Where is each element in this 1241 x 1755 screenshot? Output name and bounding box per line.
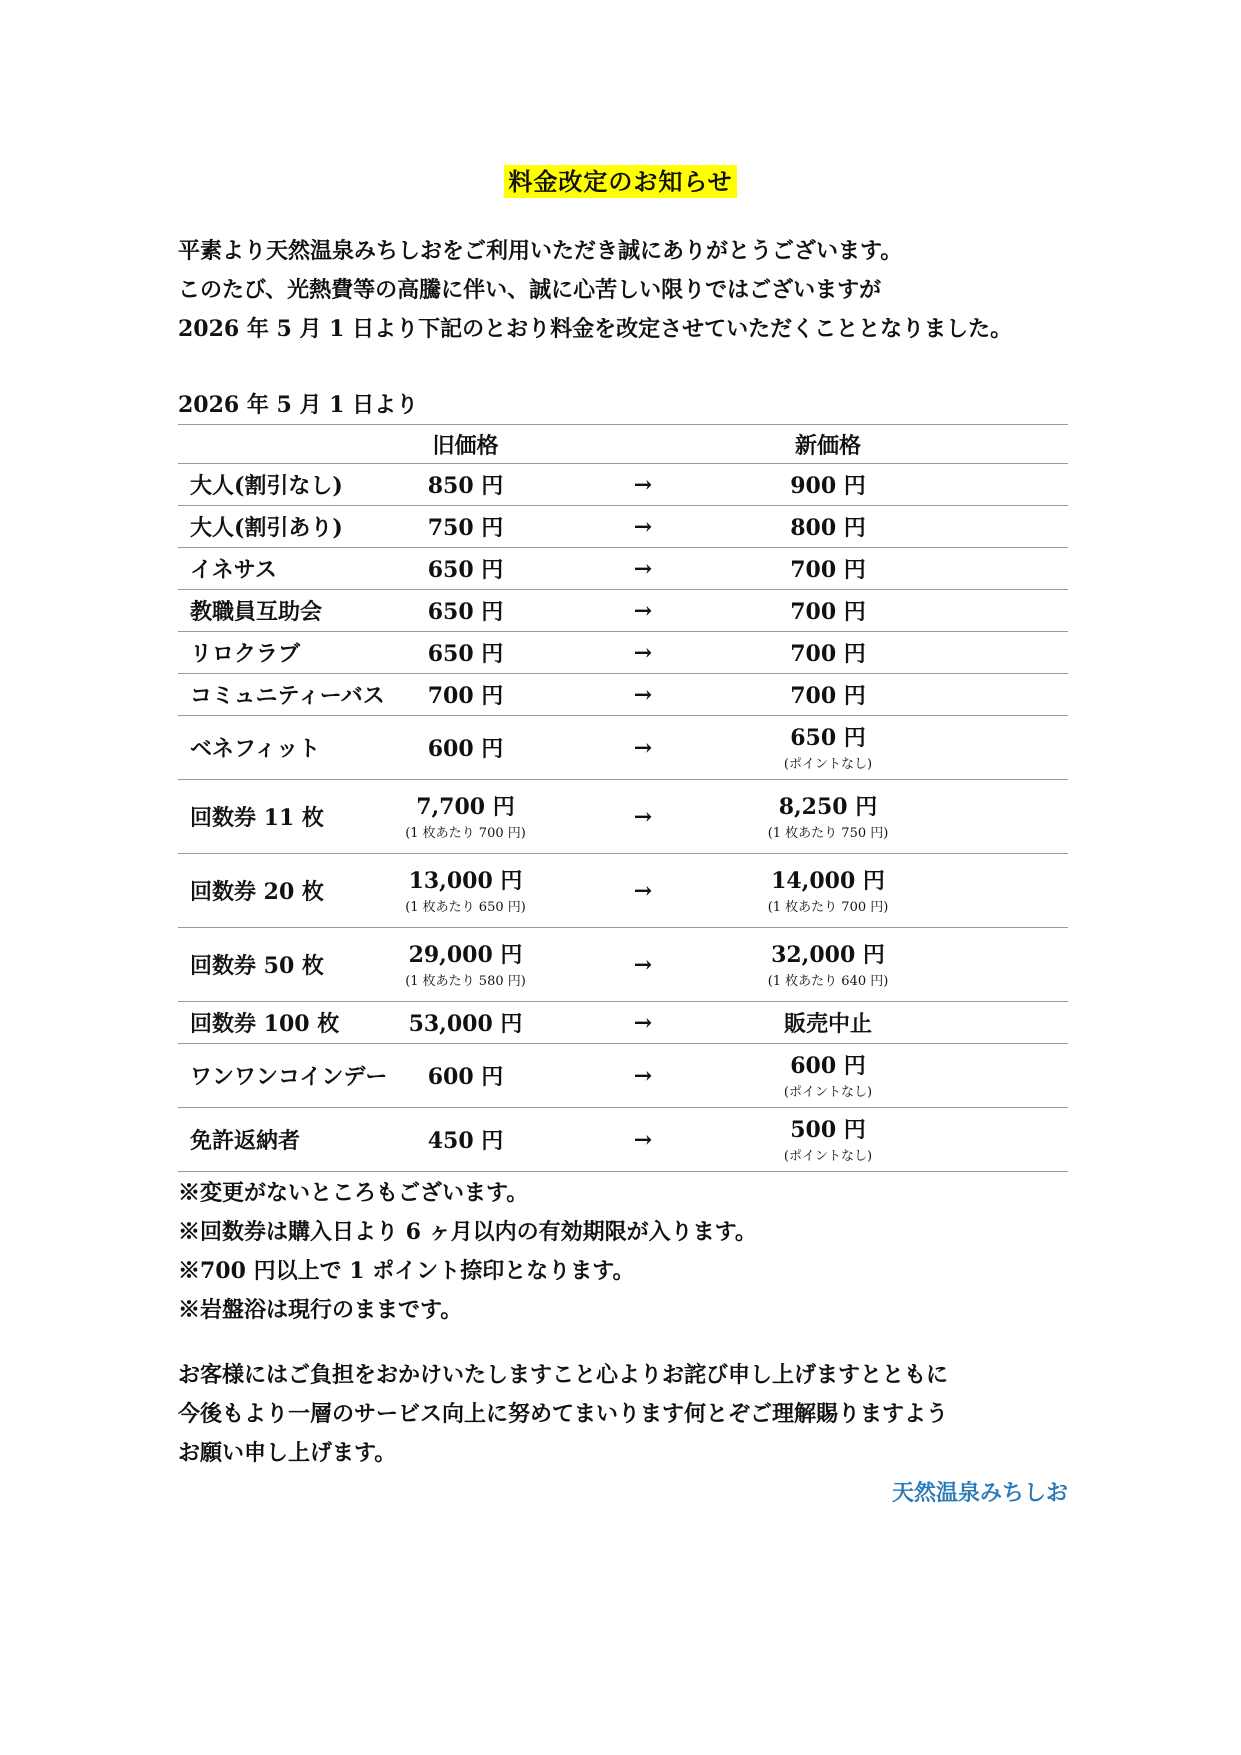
new-price-note: (ポイントなし) xyxy=(783,1085,873,1100)
row-name xyxy=(178,1044,388,1108)
row-name-label: イネサス xyxy=(190,557,277,583)
new-price-value: 700 円 xyxy=(790,557,866,583)
row-name-label: 免許返納者 xyxy=(190,1128,301,1154)
table-row xyxy=(178,1002,1068,1044)
row-new-price xyxy=(743,716,913,780)
row-name xyxy=(178,716,388,780)
header-new-price: 新価格 xyxy=(743,425,913,464)
new-price-note: (1 枚あたり 750 円) xyxy=(767,826,889,841)
row-arrow xyxy=(543,928,743,1002)
new-price-value: 700 円 xyxy=(790,683,866,709)
row-name-label: コミュニティーバス xyxy=(190,683,385,709)
row-blank xyxy=(913,1108,1068,1172)
row-blank xyxy=(913,506,1068,548)
old-price-value: 650 円 xyxy=(427,599,504,625)
arrow-icon: → xyxy=(633,681,653,708)
row-name-label: リロクラブ xyxy=(190,641,301,667)
arrow-icon: → xyxy=(633,877,653,904)
table-row xyxy=(178,464,1068,506)
row-old-price xyxy=(388,590,543,632)
header-blank xyxy=(178,425,388,464)
closing-line: お願い申し上げます。 xyxy=(178,1440,397,1466)
table-row xyxy=(178,1108,1068,1172)
row-old-price xyxy=(388,506,543,548)
row-name-label: 回数券 20 枚 xyxy=(190,879,324,905)
notice-title xyxy=(0,162,1241,197)
header-blank xyxy=(913,425,1068,464)
row-old-price xyxy=(388,674,543,716)
new-price-value: 900 円 xyxy=(790,473,866,499)
row-name xyxy=(178,506,388,548)
row-old-price xyxy=(388,1044,543,1108)
note-item: ※回数券は購入日より 6 ヶ月以内の有効期限が入ります。 xyxy=(178,1219,757,1245)
new-price-value: 700 円 xyxy=(790,641,866,667)
row-arrow xyxy=(543,780,743,854)
new-price-value: 700 円 xyxy=(790,599,866,625)
row-name xyxy=(178,1002,388,1044)
new-price-value: 32,000 円 xyxy=(771,942,885,968)
row-new-price xyxy=(743,506,913,548)
row-arrow xyxy=(543,506,743,548)
notice-title-text: 料金改定のお知らせ xyxy=(504,165,736,198)
row-name-label: 回数券 50 枚 xyxy=(190,953,324,979)
new-price-value: 500 円 xyxy=(790,1117,866,1143)
row-new-price xyxy=(743,674,913,716)
row-arrow xyxy=(543,1002,743,1044)
old-price-value: 13,000 円 xyxy=(408,868,523,894)
row-arrow xyxy=(543,854,743,928)
row-name-label: 大人(割引あり) xyxy=(190,515,343,541)
new-price-value: 650 円 xyxy=(790,725,866,751)
signature: 天然温泉みちしお xyxy=(891,1480,1068,1506)
row-old-price xyxy=(388,928,543,1002)
row-old-price xyxy=(388,548,543,590)
old-price-value: 600 円 xyxy=(427,736,504,762)
old-price-note: (1 枚あたり 580 円) xyxy=(405,974,526,989)
row-new-price xyxy=(743,632,913,674)
old-price-value: 450 円 xyxy=(427,1128,504,1154)
row-arrow xyxy=(543,464,743,506)
row-blank xyxy=(913,548,1068,590)
row-new-price xyxy=(743,854,913,928)
old-price-value: 7,700 円 xyxy=(416,794,515,820)
row-arrow xyxy=(543,548,743,590)
arrow-icon: → xyxy=(633,471,653,498)
arrow-icon: → xyxy=(633,951,653,978)
row-name xyxy=(178,1108,388,1172)
row-name-label: 教職員互助会 xyxy=(190,599,323,625)
row-new-price xyxy=(743,548,913,590)
old-price-value: 600 円 xyxy=(427,1064,504,1090)
row-name-label: 大人(割引なし) xyxy=(190,473,343,499)
row-blank xyxy=(913,1002,1068,1044)
row-old-price xyxy=(388,780,543,854)
row-old-price xyxy=(388,716,543,780)
row-name xyxy=(178,928,388,1002)
closing-line: 今後もより一層のサービス向上に努めてまいります何とぞご理解賜りますよう xyxy=(178,1401,949,1427)
price-table-header xyxy=(178,425,1068,464)
old-price-value: 53,000 円 xyxy=(408,1011,523,1037)
arrow-icon: → xyxy=(633,1009,653,1036)
arrow-icon: → xyxy=(633,597,653,624)
row-new-price xyxy=(743,1002,913,1044)
row-blank xyxy=(913,780,1068,854)
row-new-price xyxy=(743,464,913,506)
old-price-value: 750 円 xyxy=(427,515,504,541)
row-new-price xyxy=(743,590,913,632)
table-row xyxy=(178,590,1068,632)
new-price-note: (ポイントなし) xyxy=(783,757,873,772)
new-price-value: 800 円 xyxy=(790,515,866,541)
header-old-price: 旧価格 xyxy=(388,425,543,464)
table-row xyxy=(178,674,1068,716)
row-arrow xyxy=(543,674,743,716)
notes-list xyxy=(178,1174,757,1330)
arrow-icon: → xyxy=(633,555,653,582)
closing-paragraph xyxy=(178,1356,948,1473)
intro-line: 2026 年 5 月 1 日より下記のとおり料金を改定させていただくこととなりました。 xyxy=(178,316,1013,342)
arrow-icon: → xyxy=(633,803,653,830)
arrow-icon: → xyxy=(633,1126,653,1153)
row-name xyxy=(178,854,388,928)
arrow-icon: → xyxy=(633,639,653,666)
header-arrow-blank xyxy=(543,425,743,464)
row-blank xyxy=(913,854,1068,928)
intro-line: このたび、光熱費等の高騰に伴い、誠に心苦しい限りではございますが xyxy=(178,277,882,303)
closing-line: お客様にはご負担をおかけいたしますこと心よりお詫び申し上げますとともに xyxy=(178,1362,949,1388)
old-price-value: 650 円 xyxy=(427,557,504,583)
row-arrow xyxy=(543,1108,743,1172)
new-price-note: (1 枚あたり 700 円) xyxy=(767,900,889,915)
intro-paragraph xyxy=(178,232,1078,349)
row-name xyxy=(178,674,388,716)
arrow-icon: → xyxy=(633,1062,653,1089)
new-price-value: 600 円 xyxy=(790,1053,866,1079)
row-name xyxy=(178,632,388,674)
row-name-label: ベネフィット xyxy=(190,736,321,762)
table-row xyxy=(178,928,1068,1002)
note-item: ※岩盤浴は現行のままです。 xyxy=(178,1297,463,1323)
row-name-label: ワンワンコインデー xyxy=(190,1064,388,1090)
row-arrow xyxy=(543,716,743,780)
table-row xyxy=(178,780,1068,854)
new-price-value: 販売中止 xyxy=(783,1011,872,1037)
row-old-price xyxy=(388,632,543,674)
table-row xyxy=(178,854,1068,928)
row-blank xyxy=(913,632,1068,674)
effective-date: 2026 年 5 月 1 日より xyxy=(178,392,419,418)
row-blank xyxy=(913,1044,1068,1108)
row-arrow xyxy=(543,1044,743,1108)
note-item: ※700 円以上で 1 ポイント捺印となります。 xyxy=(178,1258,635,1284)
row-old-price xyxy=(388,1002,543,1044)
row-name xyxy=(178,548,388,590)
row-old-price xyxy=(388,464,543,506)
row-name-label: 回数券 11 枚 xyxy=(190,805,324,831)
note-item: ※変更がないところもございます。 xyxy=(178,1180,529,1206)
price-table xyxy=(178,424,1068,1172)
new-price-note: (ポイントなし) xyxy=(783,1149,873,1164)
row-blank xyxy=(913,928,1068,1002)
table-row xyxy=(178,548,1068,590)
row-blank xyxy=(913,716,1068,780)
old-price-value: 700 円 xyxy=(427,683,504,709)
row-blank xyxy=(913,590,1068,632)
arrow-icon: → xyxy=(633,734,653,761)
row-name xyxy=(178,464,388,506)
row-new-price xyxy=(743,780,913,854)
new-price-value: 8,250 円 xyxy=(778,794,878,820)
old-price-value: 650 円 xyxy=(427,641,504,667)
old-price-note: (1 枚あたり 700 円) xyxy=(405,826,526,841)
new-price-value: 14,000 円 xyxy=(771,868,885,894)
old-price-value: 29,000 円 xyxy=(408,942,523,968)
row-name xyxy=(178,590,388,632)
new-price-note: (1 枚あたり 640 円) xyxy=(767,974,889,989)
table-row xyxy=(178,1044,1068,1108)
row-old-price xyxy=(388,1108,543,1172)
row-blank xyxy=(913,464,1068,506)
table-row xyxy=(178,506,1068,548)
row-old-price xyxy=(388,854,543,928)
row-new-price xyxy=(743,928,913,1002)
row-blank xyxy=(913,674,1068,716)
intro-line: 平素より天然温泉みちしおをご利用いただき誠にありがとうございます。 xyxy=(178,238,903,264)
row-arrow xyxy=(543,590,743,632)
arrow-icon: → xyxy=(633,513,653,540)
old-price-value: 850 円 xyxy=(427,473,504,499)
row-arrow xyxy=(543,632,743,674)
row-new-price xyxy=(743,1108,913,1172)
row-name-label: 回数券 100 枚 xyxy=(190,1011,340,1037)
row-new-price xyxy=(743,1044,913,1108)
old-price-note: (1 枚あたり 650 円) xyxy=(405,900,526,915)
row-name xyxy=(178,780,388,854)
table-row xyxy=(178,632,1068,674)
table-row xyxy=(178,716,1068,780)
